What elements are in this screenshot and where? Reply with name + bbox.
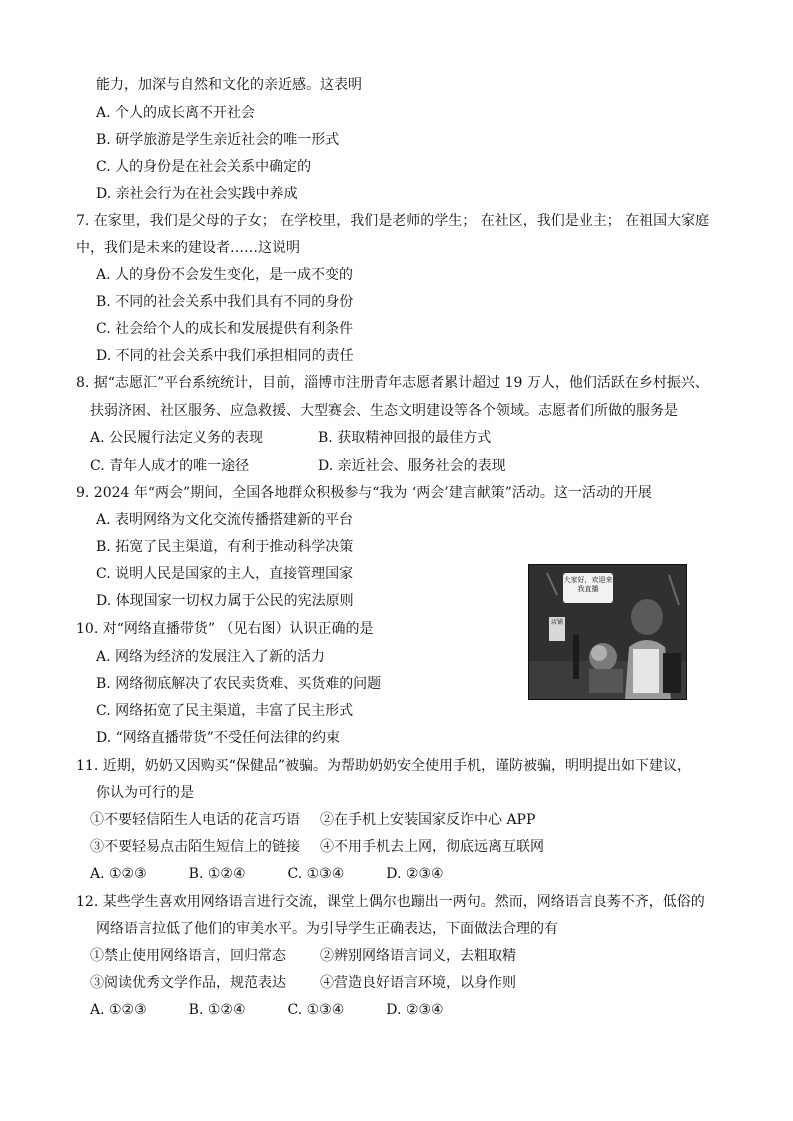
q7-stem-2: 中，我们是未来的建设者……这说明 (76, 240, 300, 256)
q8-option-b: B. 获取精神回报的最佳方式 (318, 430, 492, 446)
q10-option-a: A. 网络为经济的发展注入了新的活力 (96, 649, 326, 665)
q6-stem-tail: 能力，加深与自然和文化的亲近感。这表明 (96, 77, 362, 93)
livestream-cartoon-image (528, 564, 687, 700)
q8-option-d: D. 亲近社会、服务社会的表现 (318, 458, 506, 474)
q8-option-a: A. 公民履行法定义务的表现 (90, 430, 264, 446)
speech-bubble: 大家好，欢迎来我直播 (563, 573, 613, 603)
q6-option-b: B. 研学旅游是学生亲近社会的唯一形式 (96, 132, 340, 148)
q9-option-b: B. 拓宽了民主渠道，有利于推动科学决策 (96, 539, 354, 555)
q10-option-c: C. 网络拓宽了民主渠道，丰富了民主形式 (96, 703, 354, 719)
q10-stem: 10. 对“网络直播带货” （见右图）认识正确的是 (76, 621, 374, 637)
q12-statement-1: ①禁止使用网络语言，回归常态 (90, 948, 286, 964)
q6-option-c: C. 人的身份是在社会关系中确定的 (96, 159, 312, 175)
q7-stem-1: 7. 在家里，我们是父母的子女； 在学校里，我们是老师的学生； 在社区，我们是业主； 在祖国大家庭 (76, 213, 710, 229)
q7-option-c: C. 社会给个人的成长和发展提供有利条件 (96, 321, 354, 337)
q11-statement-1: ①不要轻信陌生人电话的花言巧语 (90, 812, 300, 828)
q11-options: A. ①②③ B. ①②④ C. ①③④ D. ②③④ (90, 866, 444, 882)
q12-stem-2: 网络语言拉低了他们的审美水平。为引导学生正确表达，下面做法合理的有 (96, 921, 558, 937)
q7-option-d: D. 不同的社会关系中我们承担相同的责任 (96, 348, 354, 364)
q7-option-b: B. 不同的社会关系中我们具有不同的身份 (96, 294, 354, 310)
q12-statement-3: ③阅读优秀文学作品，规范表达 (90, 975, 286, 991)
q12-stem-1: 12. 某些学生喜欢用网络语言进行交流，课堂上偶尔也蹦出一两句。然而，网络语言良莠不齐，低俗的 (76, 894, 705, 910)
q8-stem-1: 8. 据“志愿汇”平台系统统计，目前，淄博市注册青年志愿者累计超过 19 万人，他们活跃在乡村振兴、 (76, 375, 709, 391)
q9-option-c: C. 说明人民是国家的主人，直接管理国家 (96, 566, 354, 582)
q12-statement-2: ②辨别网络语言词义，去粗取精 (320, 948, 516, 964)
q11-statement-2: ②在手机上安装国家反诈中心 APP (320, 812, 536, 828)
q6-option-a: A. 个人的成长离不开社会 (96, 105, 256, 121)
q11-statement-4: ④不用手机去上网，彻底远离互联网 (320, 839, 544, 855)
q9-option-d: D. 体现国家一切权力属于公民的宪法原则 (96, 593, 354, 609)
q9-stem: 9. 2024 年“两会”期间，全国各地群众积极参与“我为 ‘两会’建言献策”活动。这一活动的开展 (76, 485, 652, 501)
q6-option-d: D. 亲社会行为在社会实践中养成 (96, 186, 298, 202)
q7-option-a: A. 人的身份不会发生变化，是一成不变的 (96, 267, 354, 283)
q11-stem-1: 11. 近期，奶奶又因购买“保健品”被骗。为帮助奶奶安全使用手机，谨防被骗，明明提出如下建议， (76, 758, 692, 774)
q10-option-d: D. “网络直播带货”不受任何法律的约束 (96, 730, 340, 746)
stand-sign: 店铺 (549, 617, 565, 641)
q12-statement-4: ④营造良好语言环境，以身作则 (320, 975, 516, 991)
q12-options: A. ①②③ B. ①②④ C. ①③④ D. ②③④ (90, 1002, 444, 1018)
q9-option-a: A. 表明网络为文化交流传播搭建新的平台 (96, 512, 354, 528)
q8-option-c: C. 青年人成才的唯一途径 (90, 458, 250, 474)
q8-stem-2: 扶弱济困、社区服务、应急救援、大型赛会、生态文明建设等各个领域。志愿者们所做的服务是 (90, 403, 678, 419)
q11-statement-3: ③不要轻易点击陌生短信上的链接 (90, 839, 300, 855)
q11-stem-2: 你认为可行的是 (96, 785, 194, 801)
q10-option-b: B. 网络彻底解决了农民卖货难、买货难的问题 (96, 676, 382, 692)
